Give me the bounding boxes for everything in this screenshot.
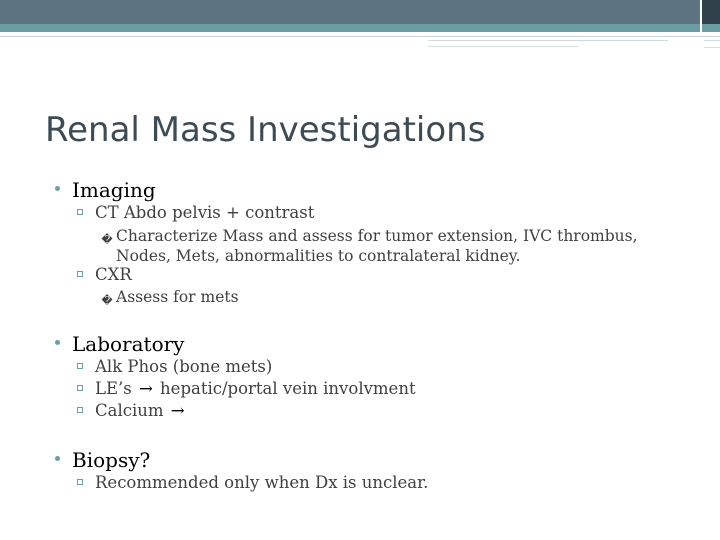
bullet-dot-icon — [55, 186, 60, 191]
bullet-dot-icon — [55, 456, 60, 461]
slide-title: Renal Mass Investigations — [45, 110, 486, 150]
detail-cxr — [100, 288, 239, 308]
missing-glyph-icon: � — [101, 233, 113, 246]
decorative-line — [428, 40, 668, 41]
sub-bullet-label: CXR — [95, 265, 132, 284]
decorative-line — [0, 36, 720, 37]
sub-bullet-label — [95, 401, 187, 420]
header-band-corner — [702, 0, 720, 24]
sub-bullet-label: CT Abdo pelvis + contrast — [95, 203, 315, 222]
sub-bullet-label: Alk Phos (bone mets) — [95, 357, 273, 376]
decorative-line — [428, 46, 578, 47]
detail-ct — [100, 227, 638, 266]
les-detail: hepatic/portal vein involvment — [160, 379, 416, 398]
detail-line-2: Nodes, Mets, abnormalities to contralateral kidney. — [116, 247, 521, 265]
square-bullet-icon — [77, 407, 83, 413]
bullet-label: Laboratory — [72, 332, 185, 356]
calcium-label: Calcium — [95, 401, 164, 420]
square-bullet-icon — [77, 385, 83, 391]
square-bullet-icon — [77, 271, 83, 277]
square-bullet-icon — [77, 363, 83, 369]
header-accent-band — [0, 24, 720, 32]
header-band — [0, 0, 700, 24]
detail-line-1: Characterize Mass and assess for tumor extension, IVC thrombus, — [116, 227, 638, 245]
bullet-label: Imaging — [72, 178, 156, 202]
missing-glyph-icon: � — [101, 294, 113, 307]
bullet-dot-icon — [55, 340, 60, 345]
arrow-right-icon: → — [138, 379, 153, 398]
arrow-right-icon: → — [170, 401, 185, 420]
decorative-line — [704, 40, 720, 48]
sub-bullet-label — [95, 379, 416, 398]
detail-line-1: Assess for mets — [116, 288, 239, 306]
bullet-label: Biopsy? — [72, 448, 151, 472]
square-bullet-icon — [77, 209, 83, 215]
les-label: LE’s — [95, 379, 132, 398]
sub-bullet-label: Recommended only when Dx is unclear. — [95, 473, 429, 492]
header-divider — [700, 0, 702, 32]
square-bullet-icon — [77, 479, 83, 485]
